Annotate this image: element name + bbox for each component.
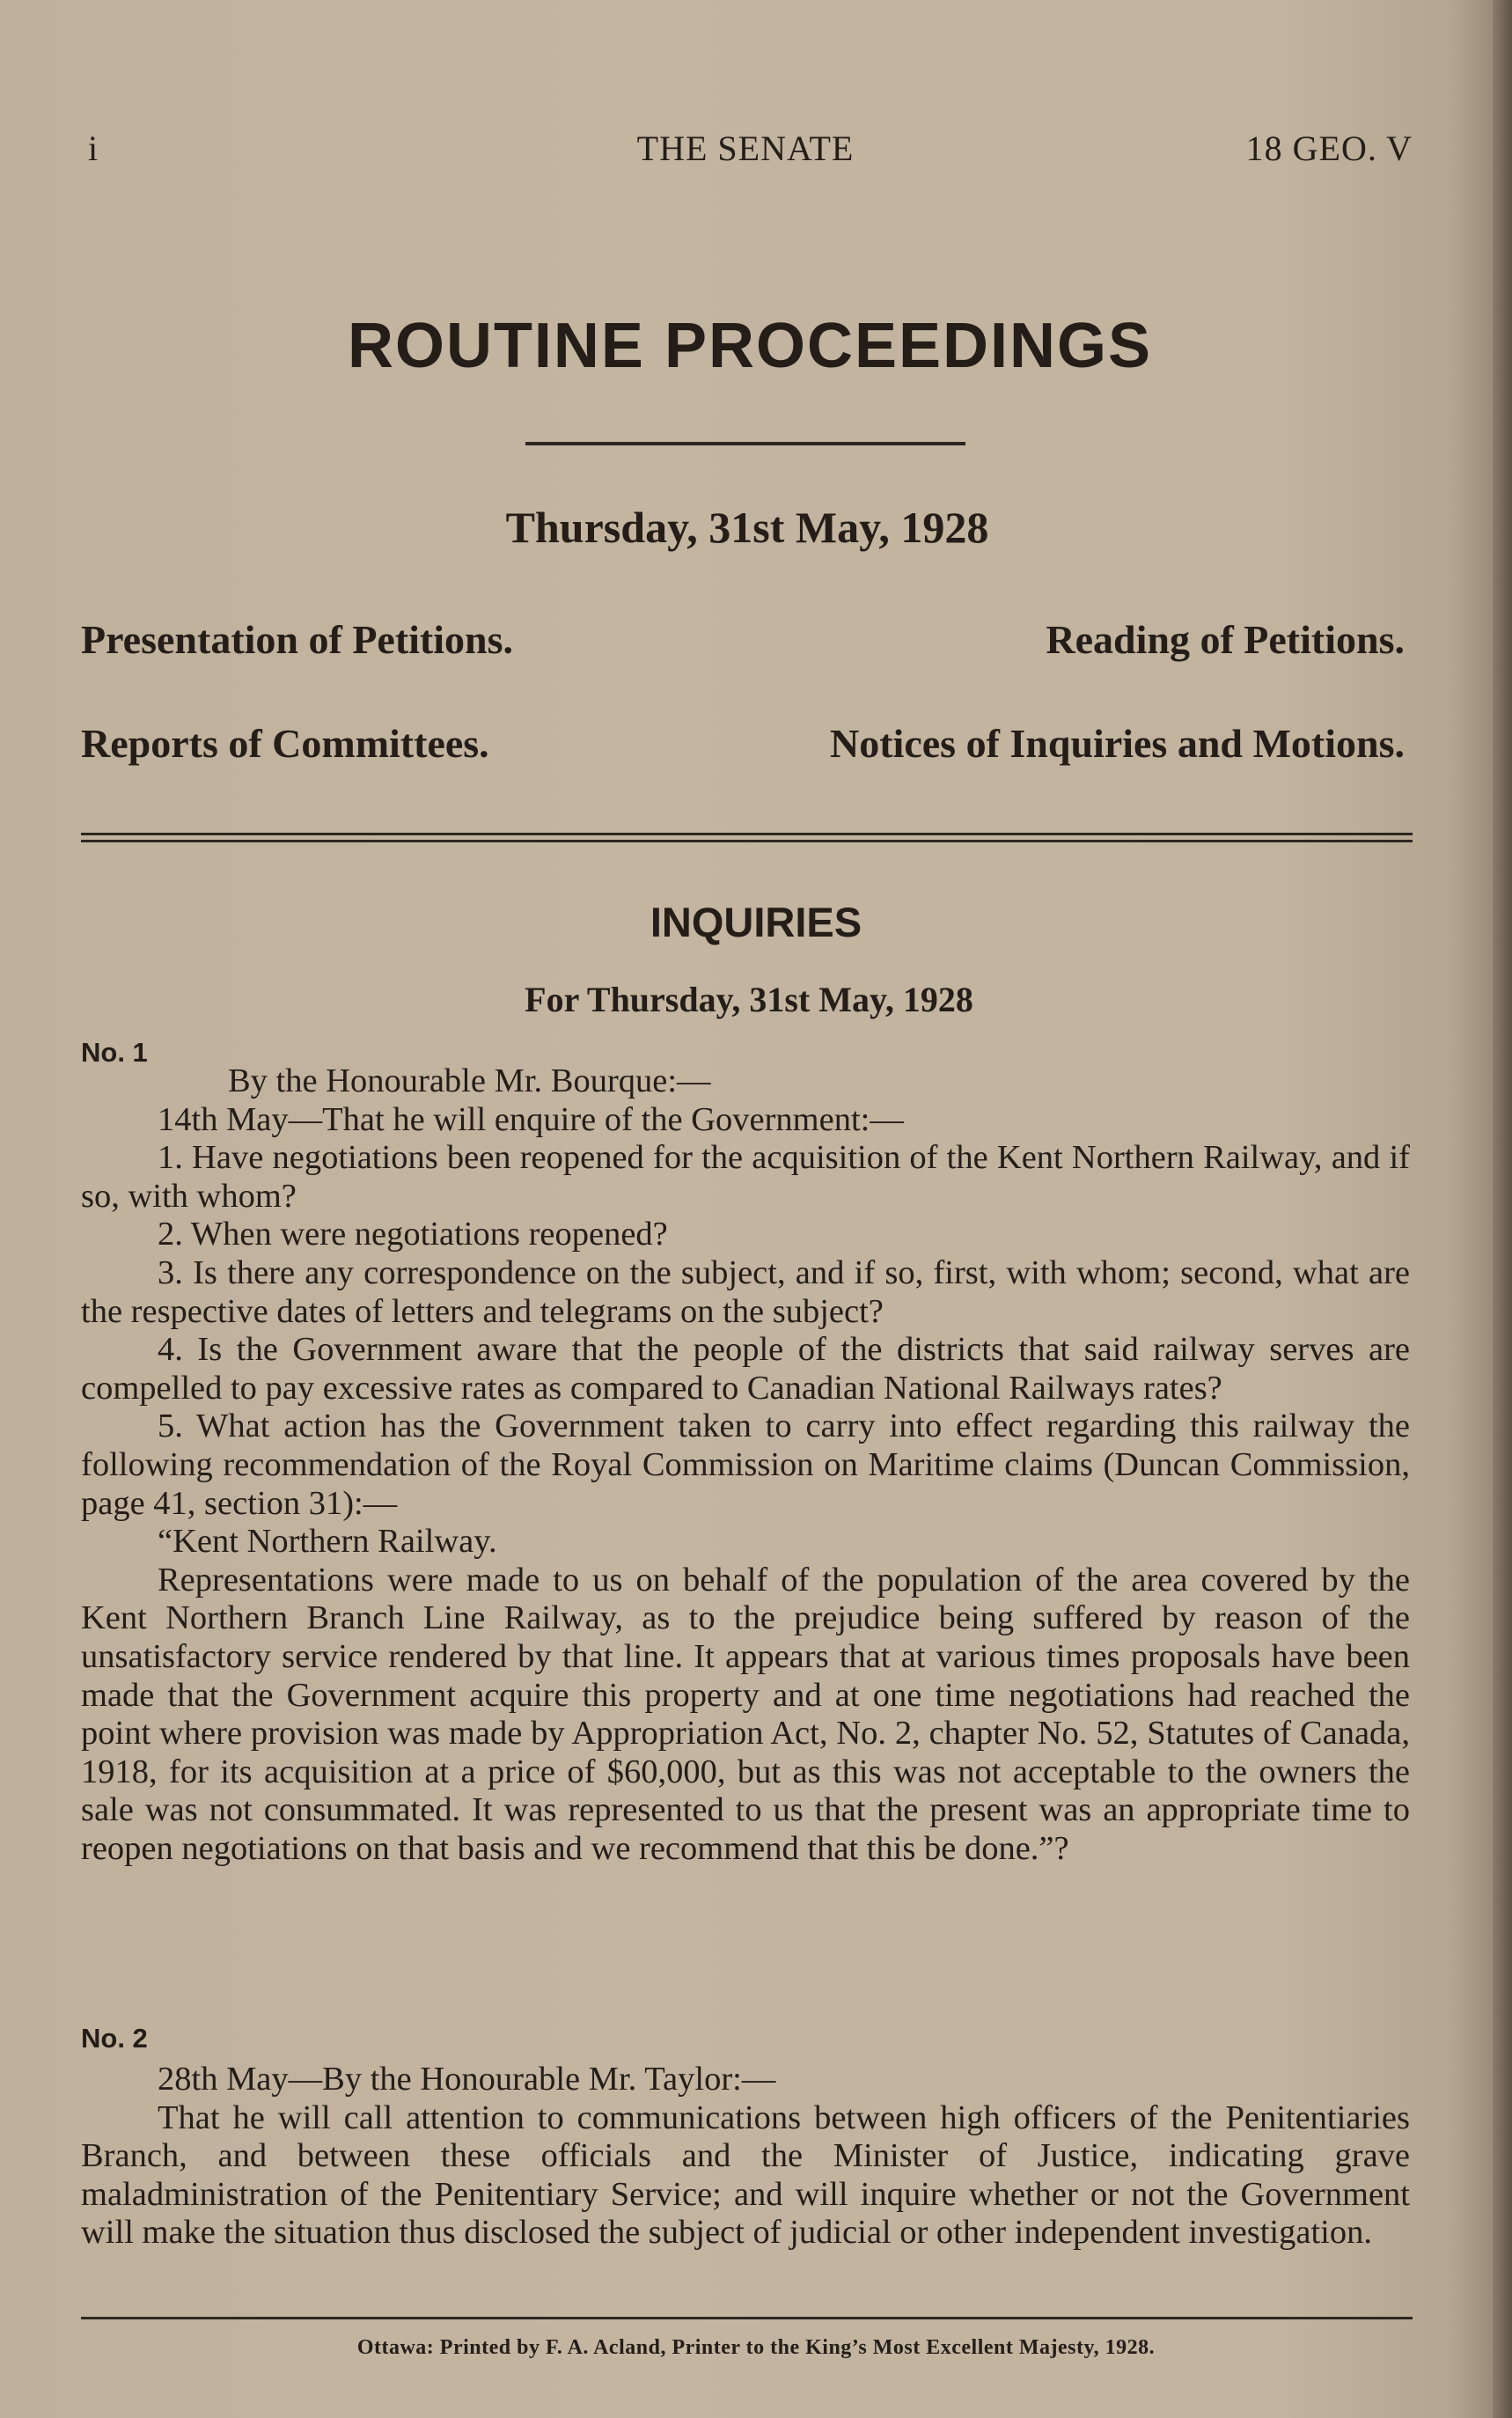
inquiry-number-2: No. 2: [81, 2023, 148, 2054]
inquiry-2-body: That he will call attention to communications between high officers of the Penitentiaries Branch, and between these officials and the Minister of Justice, indicating grave maladministration of the Penitentiary Service; and will inquire whether or not the Government will make the situation thus disclosed the subject of judicial or other independent investigation.: [81, 2098, 1410, 2252]
inquiries-heading: INQUIRIES: [650, 899, 862, 945]
item-presentation-of-petitions: Presentation of Petitions.: [81, 617, 514, 662]
item-reading-of-petitions: Reading of Petitions.: [1046, 617, 1405, 662]
double-rule-bottom: [81, 840, 1413, 842]
inquiry-2-mover: 28th May—By the Honourable Mr. Taylor:—: [158, 2061, 776, 2098]
inquiry-2-text: [81, 2061, 1410, 2253]
printer-imprint: Ottawa: Printed by F. A. Acland, Printer to the King’s Most Excellent Majesty, 1928.: [356, 2336, 1156, 2359]
inquiry-1-mover: By the Honourable Mr. Bourque:—: [228, 1062, 711, 1099]
double-rule-top: [81, 833, 1413, 835]
page-number: i: [88, 129, 99, 168]
running-header-title: THE SENATE: [636, 129, 855, 168]
sitting-date: Thursday, 31st May, 1928: [505, 503, 989, 552]
inquiry-1-question-4: 4. Is the Government aware that the people of the districts that said railway serves are compelled to pay excessive rates as compared to Canadian National Railways rates?: [81, 1331, 1410, 1407]
page-title: ROUTINE PROCEEDINGS: [347, 311, 1153, 381]
inquiry-number-1: No. 1: [81, 1037, 148, 1068]
title-rule: [525, 442, 965, 445]
item-reports-of-committees: Reports of Committees.: [81, 721, 489, 766]
inquiry-1-quote-title: “Kent Northern Railway.: [158, 1523, 497, 1561]
running-header-volume: 18 GEO. V: [1245, 129, 1413, 168]
inquiry-1-question-3: 3. Is there any correspondence on the subject, and if so, first, with whom; second, what are the respective dates of letters and telegrams on the subject?: [81, 1253, 1410, 1330]
inquiry-1-date-line: 14th May—That he will enquire of the Government:—: [158, 1100, 904, 1138]
inquiries-subheading: For Thursday, 31st May, 1928: [525, 980, 973, 1019]
inquiry-1-text: [81, 1062, 1410, 1868]
footer-rule: [81, 2317, 1413, 2319]
inquiry-1-question-1: 1. Have negotiations been reopened for the acquisition of the Kent Northern Railway, and if so, with whom?: [81, 1139, 1410, 1215]
inquiry-1-quote-body: Representations were made to us on behalf of the population of the area covered by the Kent Northern Branch Line Railway, as to the prejudice being suffered by reason of the unsatisfactory service rendered by that line. It appears that at various times proposals have been made that the Government acquire this property and at one time negotiations had reached the point where provision was made by Appropriation Act, No. 2, chapter No. 52, Statutes of Canada, 1918, for its acquisition at a price of $60,000, but as this was not acceptable to the owners the sale was not consummated. It was represented to us that the present was an appropriate time to reopen negotiations on that basis and we recommend that this be done.”?: [81, 1561, 1410, 1867]
inquiry-1-question-2: 2. When were negotiations reopened?: [158, 1216, 668, 1253]
inquiry-1-question-5: 5. What action has the Government taken to carry into effect regarding this railway the following recommendation of the Royal Commission on Maritime claims (Duncan Commission, page 41, section 31):—: [81, 1407, 1410, 1522]
item-notices-of-inquiries: Notices of Inquiries and Motions.: [830, 721, 1405, 766]
